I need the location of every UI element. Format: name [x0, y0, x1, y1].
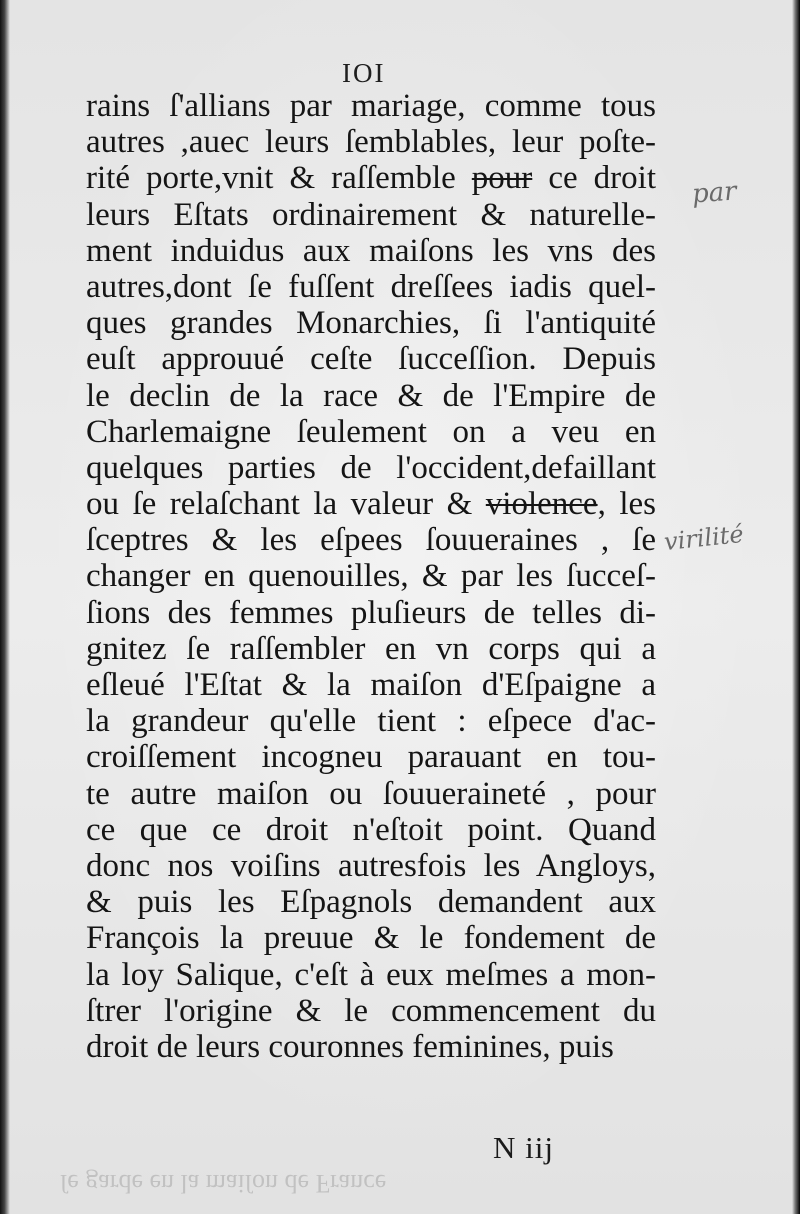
text-line: la loy Salique, c'eſt à eux meſmes a mon- [86, 956, 656, 993]
text-line: croiſſement incogneu parauant en tou- [86, 739, 656, 776]
text-line: ſtrer l'origine & le commencement du [86, 992, 656, 1029]
margin-note-virilite: virilité [662, 519, 745, 557]
text-line: autres ,auec leurs ſemblables, leur poſte- [86, 124, 656, 161]
text-line: leurs Eſtats ordinairement & naturelle- [86, 196, 656, 233]
text-line: ques grandes Monarchies, ſi l'antiquité [86, 305, 656, 342]
text-line: ou ſe relaſchant la valeur & violence, les [86, 486, 656, 523]
text-line: droit de leurs couronnes feminines, puis [86, 1028, 614, 1065]
text-line: euſt approuué ceſte ſucceſſion. Depuis [86, 341, 656, 378]
text-line: autres,dont ſe fuſſent dreſſees iadis quel- [86, 268, 656, 305]
show-through-text: ſe garde en la maiſon de France [60, 1169, 387, 1198]
text-line: rité porte,vnit & raſſemble pour ce droit [86, 160, 656, 197]
text-line: gnitez ſe raſſembler en vn corps qui a [86, 630, 656, 667]
text-line: la grandeur qu'elle tient : eſpece d'ac- [86, 703, 656, 740]
struck-word: pour [471, 160, 533, 197]
text-line: eſleué l'Eſtat & la maiſon d'Eſpaigne a [86, 667, 656, 703]
text-line: rains ſ'allians par mariage, comme tous [86, 88, 656, 124]
text-line: ſceptres & les eſpees ſouueraines , ſe [86, 522, 656, 559]
margin-note-par: par [691, 176, 738, 210]
text-line: te autre maiſon ou ſouueraineté , pour [86, 775, 656, 812]
page-number: IOI [342, 58, 386, 88]
struck-word: violence [485, 486, 598, 523]
text-line: ſions des femmes pluſieurs de telles di- [86, 594, 656, 631]
text-line: changer en quenouilles, & par les ſucceſ- [86, 558, 656, 595]
text-line: ment induidus aux maiſons les vns des [86, 232, 656, 269]
text-line: François la preuue & le fondement de [86, 920, 656, 957]
text-line: donc nos voiſins autresfois les Angloys, [86, 847, 656, 884]
signature-mark: N iij [493, 1130, 554, 1165]
text-line: & puis les Eſpagnols demandent aux [86, 884, 656, 921]
text-line: quelques parties de l'occident,defaillant [86, 449, 656, 486]
body-text [86, 88, 656, 1065]
text-line: le declin de la race & de l'Empire de [86, 377, 656, 414]
text-line: ce que ce droit n'eſtoit point. Quand [86, 811, 656, 848]
text-line: Charlemaigne ſeulement on a veu en [86, 413, 656, 450]
